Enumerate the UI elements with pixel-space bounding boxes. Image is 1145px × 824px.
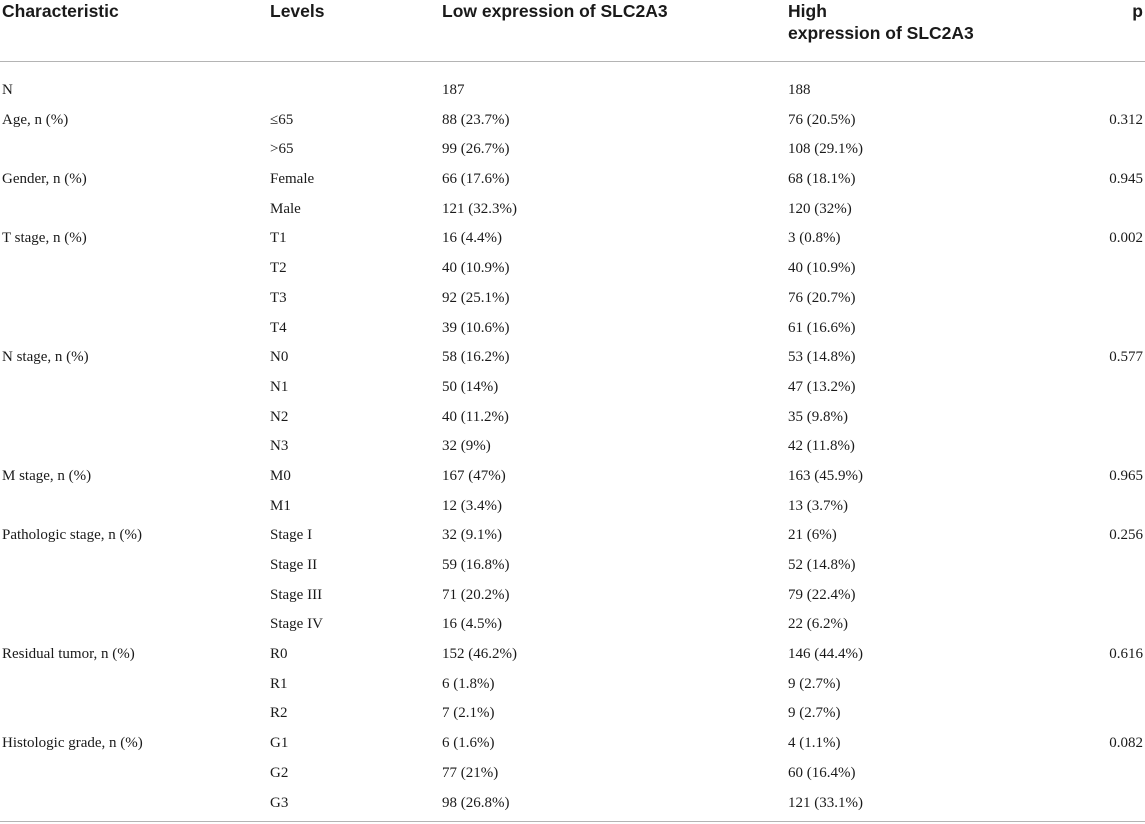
p-value-cell: 0.312 bbox=[1109, 111, 1143, 128]
header-high-expression bbox=[788, 0, 974, 44]
p-value-cell: 0.945 bbox=[1109, 171, 1143, 188]
low-expression-cell: 32 (9%) bbox=[442, 438, 491, 455]
level-cell: N0 bbox=[270, 349, 289, 366]
table-row bbox=[0, 789, 1145, 819]
high-expression-cell: 21 (6%) bbox=[788, 527, 837, 544]
low-expression-cell: 7 (2.1%) bbox=[442, 705, 495, 722]
low-expression-cell: 167 (47%) bbox=[442, 467, 506, 484]
high-expression-cell: 68 (18.1%) bbox=[788, 171, 856, 188]
low-expression-cell: 121 (32.3%) bbox=[442, 200, 517, 217]
level-cell: >65 bbox=[270, 141, 294, 158]
level-cell: G2 bbox=[270, 764, 289, 781]
table-body bbox=[0, 62, 1145, 818]
level-cell: N1 bbox=[270, 378, 289, 395]
high-expression-cell: 9 (2.7%) bbox=[788, 675, 841, 692]
high-expression-cell: 61 (16.6%) bbox=[788, 319, 856, 336]
high-expression-cell: 52 (14.8%) bbox=[788, 557, 856, 573]
low-expression-cell: 6 (1.8%) bbox=[442, 675, 495, 692]
characteristic-cell: Pathologic stage, n (%) bbox=[2, 527, 142, 544]
low-expression-cell: 40 (11.2%) bbox=[442, 408, 509, 425]
high-expression-cell: 121 (33.1%) bbox=[788, 794, 863, 811]
high-expression-cell: 60 (16.4%) bbox=[788, 764, 856, 781]
high-expression-cell: 13 (3.7%) bbox=[788, 497, 848, 514]
characteristic-cell: N stage, n (%) bbox=[2, 349, 89, 366]
level-cell: T1 bbox=[270, 230, 287, 247]
table-row bbox=[0, 492, 1145, 522]
low-expression-cell: 77 (21%) bbox=[442, 764, 499, 781]
high-expression-cell: 47 (13.2%) bbox=[788, 378, 856, 395]
p-value-cell: 0.965 bbox=[1109, 467, 1143, 484]
characteristic-cell: Gender, n (%) bbox=[2, 171, 87, 188]
p-value-cell: 0.577 bbox=[1109, 349, 1143, 366]
table-row bbox=[0, 254, 1145, 284]
high-expression-cell: 108 (29.1%) bbox=[788, 141, 863, 158]
low-expression-cell: 98 (26.8%) bbox=[442, 794, 510, 811]
table-row bbox=[0, 432, 1145, 462]
high-expression-cell: 120 (32%) bbox=[788, 200, 852, 217]
high-expression-cell: 3 (0.8%) bbox=[788, 230, 841, 247]
low-expression-cell: 88 (23.7%) bbox=[442, 111, 510, 128]
low-expression-cell: 66 (17.6%) bbox=[442, 171, 510, 188]
low-expression-cell: 71 (20.2%) bbox=[442, 586, 510, 603]
level-cell: R1 bbox=[270, 675, 288, 692]
table-row bbox=[0, 224, 1145, 254]
high-expression-cell: 9 (2.7%) bbox=[788, 705, 841, 722]
table-row bbox=[0, 106, 1145, 136]
p-value-cell: 0.616 bbox=[1109, 646, 1143, 663]
table-row bbox=[0, 135, 1145, 165]
level-cell: G1 bbox=[270, 735, 289, 752]
table-row bbox=[0, 343, 1145, 373]
low-expression-cell: 99 (26.7%) bbox=[442, 141, 510, 158]
characteristic-cell: M stage, n (%) bbox=[2, 467, 92, 484]
high-expression-cell: 76 (20.5%) bbox=[788, 111, 856, 128]
low-expression-cell: 58 (16.2%) bbox=[442, 349, 510, 366]
characteristic-cell: Histologic grade, n (%) bbox=[2, 735, 143, 752]
level-cell: T3 bbox=[270, 289, 287, 306]
high-expression-cell: 146 (44.4%) bbox=[788, 646, 863, 663]
low-expression-cell: 59 (16.8%) bbox=[442, 557, 510, 573]
table-row bbox=[0, 195, 1145, 225]
table-row bbox=[0, 759, 1145, 789]
high-expression-cell: 22 (6.2%) bbox=[788, 616, 848, 633]
level-cell: G3 bbox=[270, 794, 289, 811]
table-row bbox=[0, 551, 1145, 581]
table-row bbox=[0, 729, 1145, 759]
high-expression-cell: 163 (45.9%) bbox=[788, 467, 863, 484]
low-expression-cell: 12 (3.4%) bbox=[442, 497, 502, 514]
level-cell: Female bbox=[270, 171, 315, 188]
table-row bbox=[0, 521, 1145, 551]
table-header bbox=[0, 0, 1145, 62]
table-row bbox=[0, 165, 1145, 195]
low-expression-cell: 40 (10.9%) bbox=[442, 260, 510, 277]
level-cell: R2 bbox=[270, 705, 288, 722]
header-high-line2: expression of SLC2A3 bbox=[788, 23, 974, 43]
high-expression-cell: 40 (10.9%) bbox=[788, 260, 856, 277]
table-row bbox=[0, 699, 1145, 729]
level-cell: Stage IV bbox=[270, 616, 323, 633]
level-cell: R0 bbox=[270, 646, 288, 663]
high-expression-cell: 79 (22.4%) bbox=[788, 586, 856, 603]
characteristic-cell: N bbox=[2, 82, 13, 98]
low-expression-cell: 50 (14%) bbox=[442, 378, 499, 395]
table-bottom-rule bbox=[0, 821, 1145, 822]
header-levels: Levels bbox=[270, 1, 325, 21]
level-cell: ≤65 bbox=[270, 111, 294, 128]
level-cell: N2 bbox=[270, 408, 289, 425]
low-expression-cell: 187 bbox=[442, 82, 465, 98]
header-characteristic: Characteristic bbox=[2, 1, 119, 21]
high-expression-cell: 35 (9.8%) bbox=[788, 408, 848, 425]
level-cell: Stage III bbox=[270, 586, 323, 603]
high-expression-cell: 188 bbox=[788, 82, 811, 98]
table-row bbox=[0, 314, 1145, 344]
high-expression-cell: 76 (20.7%) bbox=[788, 289, 856, 306]
level-cell: Stage II bbox=[270, 557, 318, 573]
level-cell: M0 bbox=[270, 467, 291, 484]
low-expression-cell: 152 (46.2%) bbox=[442, 646, 517, 663]
characteristic-cell: Residual tumor, n (%) bbox=[2, 646, 135, 663]
header-p-value: p bbox=[1132, 1, 1143, 21]
table-row bbox=[0, 462, 1145, 492]
table-row bbox=[0, 640, 1145, 670]
header-low-expression: Low expression of SLC2A3 bbox=[442, 1, 668, 21]
table-row bbox=[0, 403, 1145, 433]
table-row bbox=[0, 581, 1145, 611]
characteristic-cell: T stage, n (%) bbox=[2, 230, 87, 247]
header-high-line1: High bbox=[788, 1, 827, 21]
p-value-cell: 0.082 bbox=[1109, 735, 1143, 752]
p-value-cell: 0.002 bbox=[1109, 230, 1143, 247]
table-row bbox=[0, 670, 1145, 700]
table-row bbox=[0, 610, 1145, 640]
p-value-cell: 0.256 bbox=[1109, 527, 1143, 544]
level-cell: Stage I bbox=[270, 527, 313, 544]
table-row bbox=[0, 76, 1145, 106]
low-expression-cell: 16 (4.5%) bbox=[442, 616, 502, 633]
level-cell: T2 bbox=[270, 260, 287, 277]
table-row bbox=[0, 373, 1145, 403]
level-cell: T4 bbox=[270, 319, 287, 336]
low-expression-cell: 6 (1.6%) bbox=[442, 735, 495, 752]
high-expression-cell: 4 (1.1%) bbox=[788, 735, 841, 752]
level-cell: N3 bbox=[270, 438, 289, 455]
characteristic-cell: Age, n (%) bbox=[2, 111, 69, 128]
low-expression-cell: 39 (10.6%) bbox=[442, 319, 510, 336]
high-expression-cell: 53 (14.8%) bbox=[788, 349, 856, 366]
low-expression-cell: 16 (4.4%) bbox=[442, 230, 502, 247]
low-expression-cell: 32 (9.1%) bbox=[442, 527, 502, 544]
level-cell: M1 bbox=[270, 497, 291, 514]
table-row bbox=[0, 284, 1145, 314]
high-expression-cell: 42 (11.8%) bbox=[788, 438, 855, 455]
level-cell: Male bbox=[270, 200, 301, 217]
low-expression-cell: 92 (25.1%) bbox=[442, 289, 510, 306]
